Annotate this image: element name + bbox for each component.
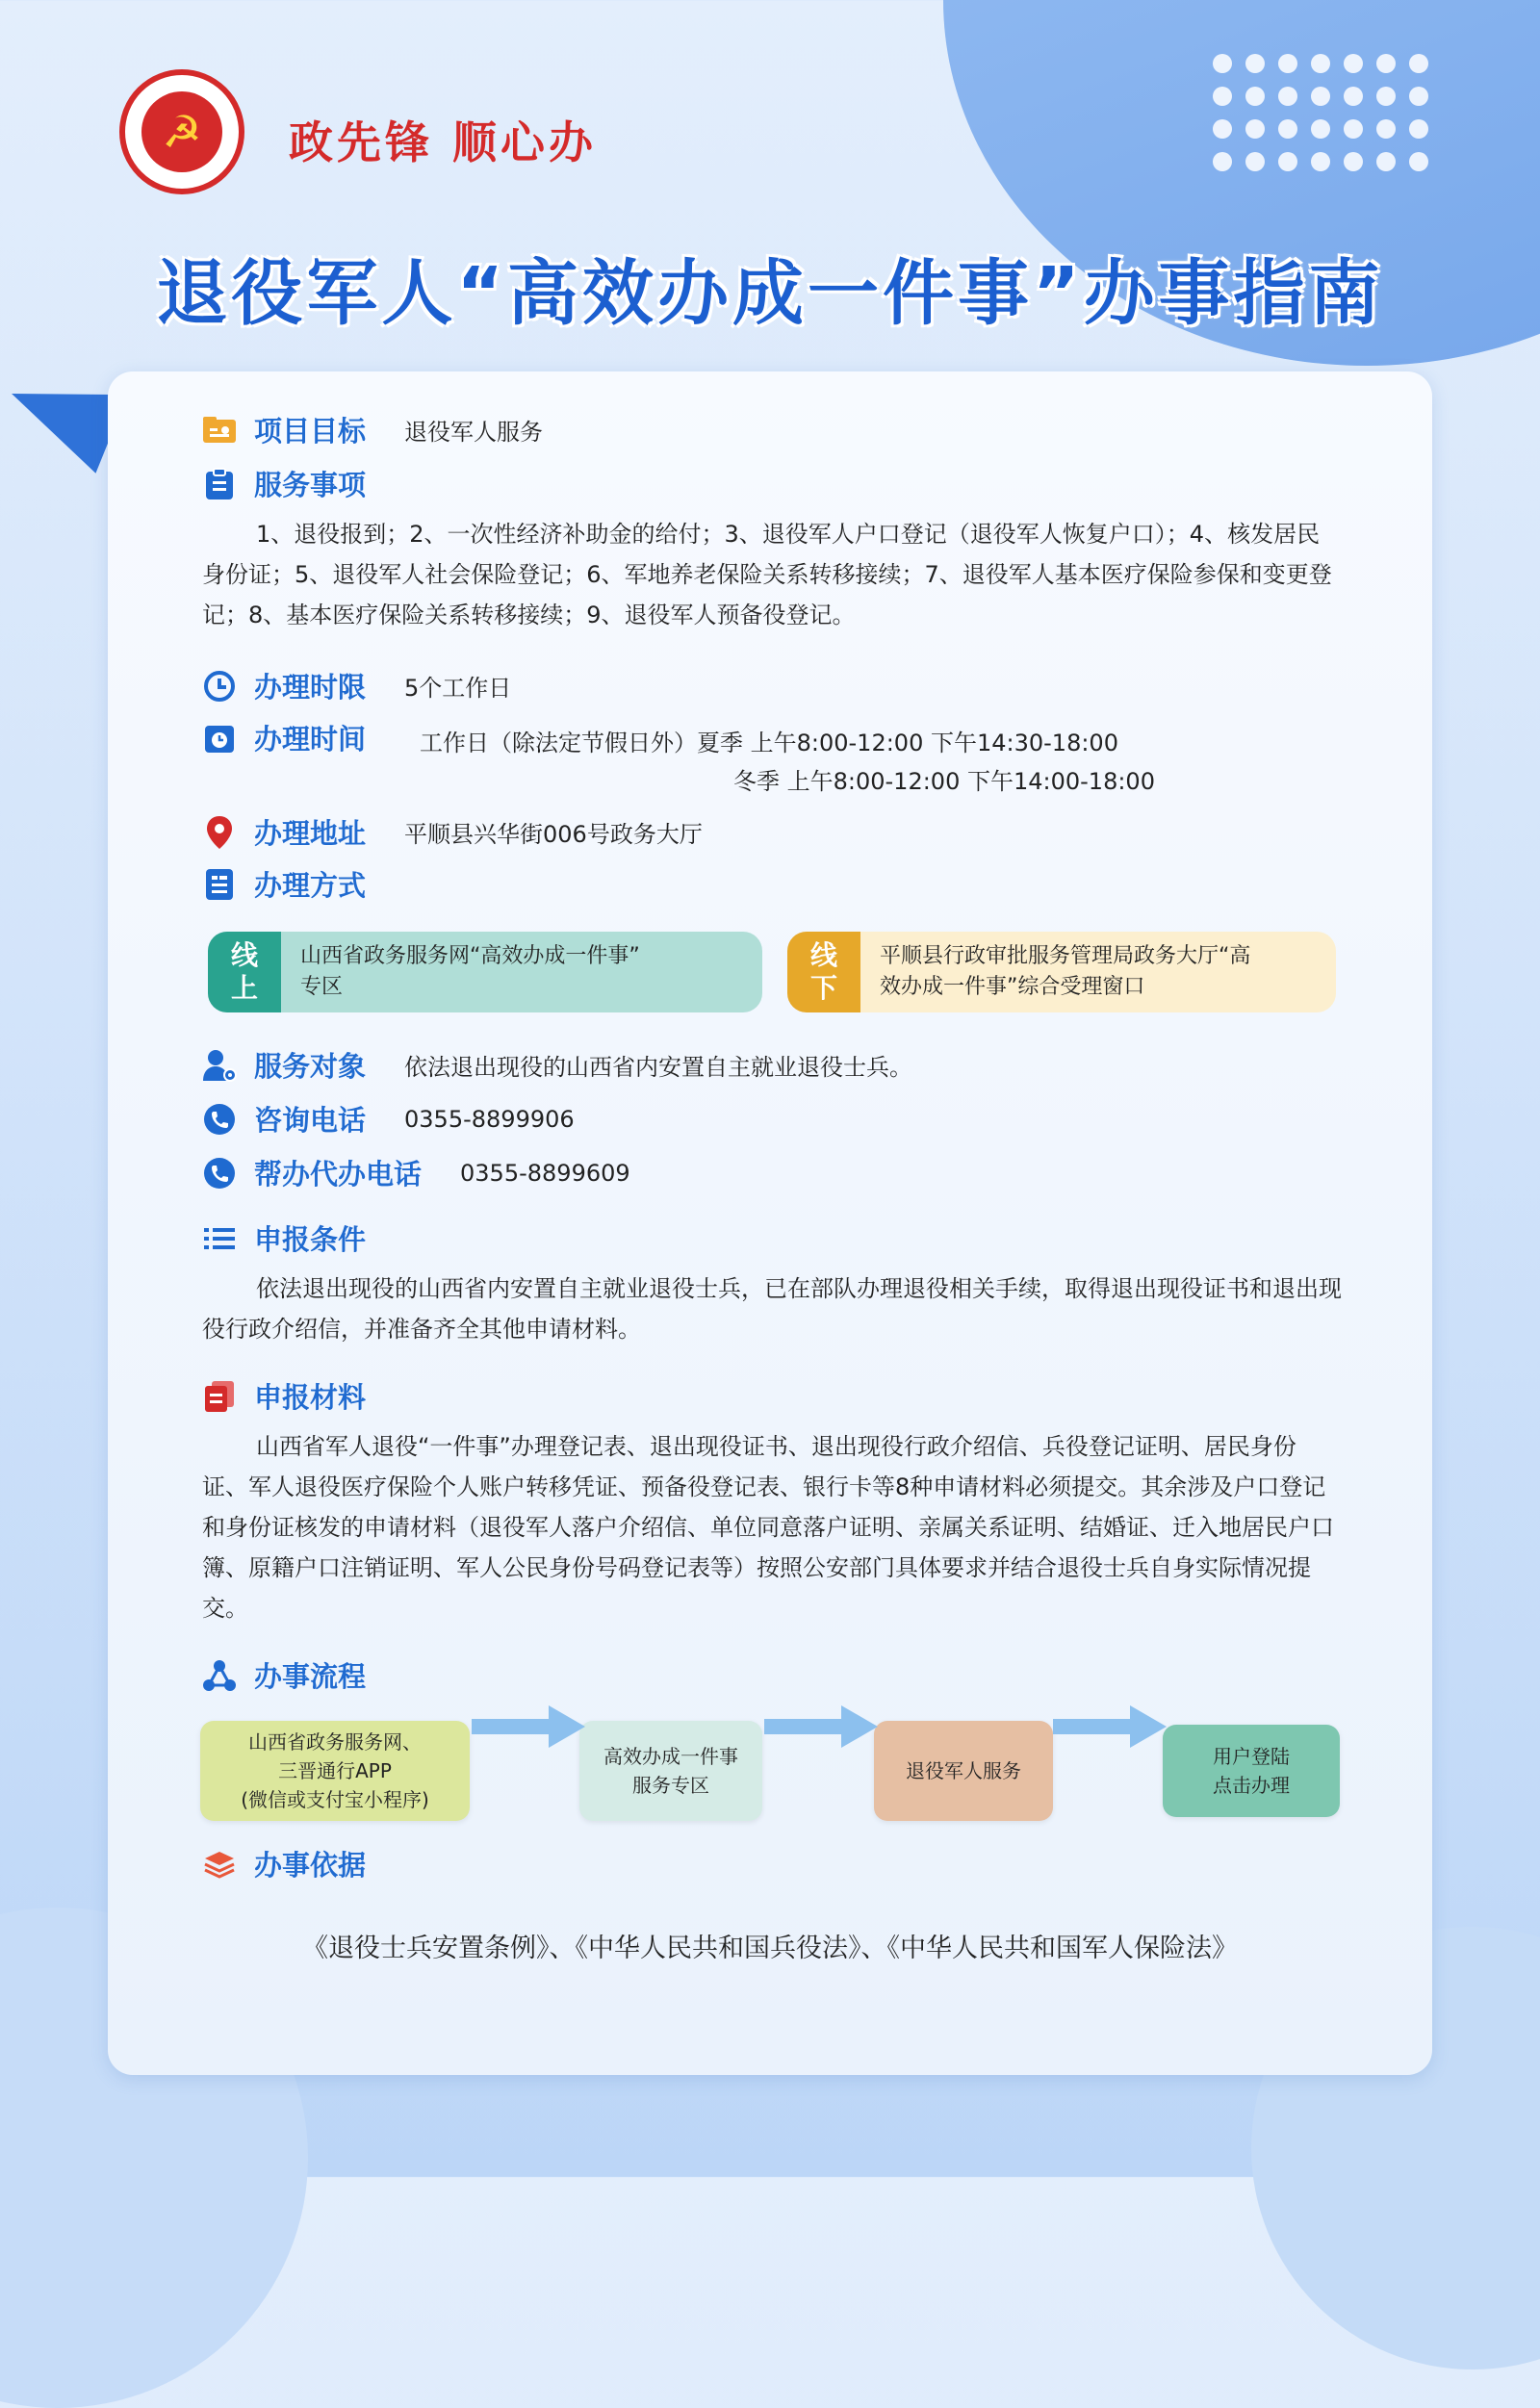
process-step-3 <box>874 1721 1053 1821</box>
document-list-icon <box>202 867 237 902</box>
consult-phone-row <box>202 1099 575 1139</box>
help-phone-value: 0355-8899609 <box>460 1159 630 1187</box>
offline-text-line-1: 平顺县行政审批服务管理局政务大厅“高 <box>880 944 1251 968</box>
flow-arrow-1 <box>472 1698 587 1755</box>
online-badge-char-1: 线 <box>230 939 258 971</box>
flow-arrow-3 <box>1053 1698 1168 1755</box>
project-goal-row <box>202 410 543 449</box>
clipboard-icon <box>202 467 237 501</box>
office-hours-row <box>202 718 366 757</box>
phone-icon <box>202 1102 237 1137</box>
process-step-4-line-1: 用户登陆 <box>1213 1745 1290 1768</box>
consult-phone-label: 咨询电话 <box>254 1104 367 1137</box>
phone-icon <box>202 1156 237 1191</box>
id-card-icon <box>202 413 237 448</box>
process-step-1-line-2: 三晋通行APP <box>278 1759 392 1782</box>
service-items-text: 1、退役报到；2、一次性经济补助金的给付；3、退役军人户口登记（退役军人恢复户口）；4、核发居民身份证；5、退役军人社会保险登记；6、军地养老保险关系转移接续；7、退役军人基本医疗保险参保和变更登记；8、基本医疗保险关系转移接续；9、退役军人预备役登记。 <box>202 521 1332 628</box>
time-limit-label: 办理时限 <box>254 671 367 704</box>
process-row <box>202 1655 366 1695</box>
time-limit-row <box>202 666 511 705</box>
location-pin-icon <box>202 815 237 850</box>
offline-method-text <box>860 941 1270 1003</box>
process-step-1-line-3: (微信或支付宝小程序) <box>241 1788 429 1811</box>
online-badge <box>208 932 281 1012</box>
online-text-line-2: 专区 <box>300 975 344 999</box>
process-label: 办事流程 <box>254 1660 367 1693</box>
help-phone-label: 帮办代办电话 <box>254 1158 423 1191</box>
materials-label: 申报材料 <box>254 1381 367 1414</box>
guide-card <box>108 371 1432 2075</box>
basis-row <box>202 1844 366 1883</box>
documents-icon <box>202 1379 237 1414</box>
materials-row <box>202 1376 366 1416</box>
consult-phone-value: 0355-8899906 <box>404 1105 575 1133</box>
target-row <box>202 1045 912 1085</box>
online-badge-char-2: 上 <box>230 972 258 1004</box>
conditions-label: 申报条件 <box>254 1223 367 1256</box>
process-step-4-line-2: 点击办理 <box>1213 1774 1290 1797</box>
slogan: 政先锋 顺心办 <box>289 116 598 168</box>
process-step-2-line-2: 服务专区 <box>632 1774 709 1797</box>
online-text-line-1: 山西省政务服务网“高效办成一件事” <box>300 944 640 968</box>
network-nodes-icon <box>202 1658 237 1693</box>
party-emblem-logo <box>119 69 244 194</box>
service-items-label: 服务事项 <box>254 469 367 501</box>
conditions-row <box>202 1218 366 1258</box>
process-step-3-line-1: 退役军人服务 <box>906 1759 1021 1782</box>
project-goal-label: 项目目标 <box>254 415 367 448</box>
address-value: 平顺县兴华街006号政务大厅 <box>404 821 703 848</box>
service-items-row <box>202 464 366 503</box>
online-method-text <box>281 941 659 1003</box>
project-goal-value: 退役军人服务 <box>404 419 544 446</box>
office-hours-line2: 冬季 上午8:00-12:00 下午14:00-18:00 <box>733 768 1155 795</box>
process-step-1 <box>200 1721 470 1821</box>
time-limit-value: 5个工作日 <box>404 675 512 702</box>
list-icon <box>202 1221 237 1256</box>
calendar-clock-icon <box>202 721 237 756</box>
process-step-2 <box>579 1721 762 1821</box>
flow-arrow-2 <box>764 1698 880 1755</box>
layers-icon <box>202 1847 237 1882</box>
offline-text-line-2: 效办成一件事”综合受理窗口 <box>880 975 1145 999</box>
basis-label: 办事依据 <box>254 1849 367 1882</box>
target-value: 依法退出现役的山西省内安置自主就业退役士兵。 <box>404 1054 913 1081</box>
method-label: 办理方式 <box>254 869 367 902</box>
offline-method-box <box>787 932 1336 1012</box>
basis-text: 《退役士兵安置条例》、《中华人民共和国兵役法》、《中华人民共和国军人保险法》 <box>302 1934 1238 1963</box>
office-hours-line1: 工作日（除法定节假日外）夏季 上午8:00-12:00 下午14:30-18:00 <box>420 730 1118 756</box>
page-title: 退役军人“高效办成一件事”办事指南 <box>156 252 1384 335</box>
online-method-box <box>208 932 762 1012</box>
target-label: 服务对象 <box>254 1050 367 1083</box>
user-gear-icon <box>202 1048 237 1083</box>
offline-badge-char-1: 线 <box>809 939 837 971</box>
process-step-2-line-1: 高效办成一件事 <box>603 1745 738 1768</box>
help-phone-row <box>202 1153 630 1192</box>
hammer-sickle-icon: ☭ <box>141 91 222 172</box>
offline-badge-char-2: 下 <box>809 972 837 1004</box>
clock-icon <box>202 669 237 704</box>
address-label: 办理地址 <box>254 817 367 850</box>
office-hours-label: 办理时间 <box>254 723 367 756</box>
address-row <box>202 812 703 852</box>
conditions-text: 依法退出现役的山西省内安置自主就业退役士兵，已在部队办理退役相关手续，取得退出现役证书和退出现役行政介绍信，并准备齐全其他申请材料。 <box>202 1275 1342 1343</box>
materials-text: 山西省军人退役“一件事”办理登记表、退出现役证书、退出现役行政介绍信、兵役登记证明、居民身份证、军人退役医疗保险个人账户转移凭证、预备役登记表、银行卡等8种申请材料必须提交。其余涉及户口登记和身份证核发的申请材料（退役军人落户介绍信、单位同意落户证明、亲属关系证明、结婚证、迁入地居民户口簿、原籍户口注销证明、军人公民身份号码登记表等）按照公安部门具体要求并结合退役士兵自身实际情况提交。 <box>202 1433 1334 1622</box>
process-step-4 <box>1163 1725 1340 1817</box>
offline-badge <box>787 932 860 1012</box>
decorative-dots <box>1213 54 1463 171</box>
process-step-1-line-1: 山西省政务服务网、 <box>247 1730 422 1754</box>
method-row <box>202 864 366 904</box>
